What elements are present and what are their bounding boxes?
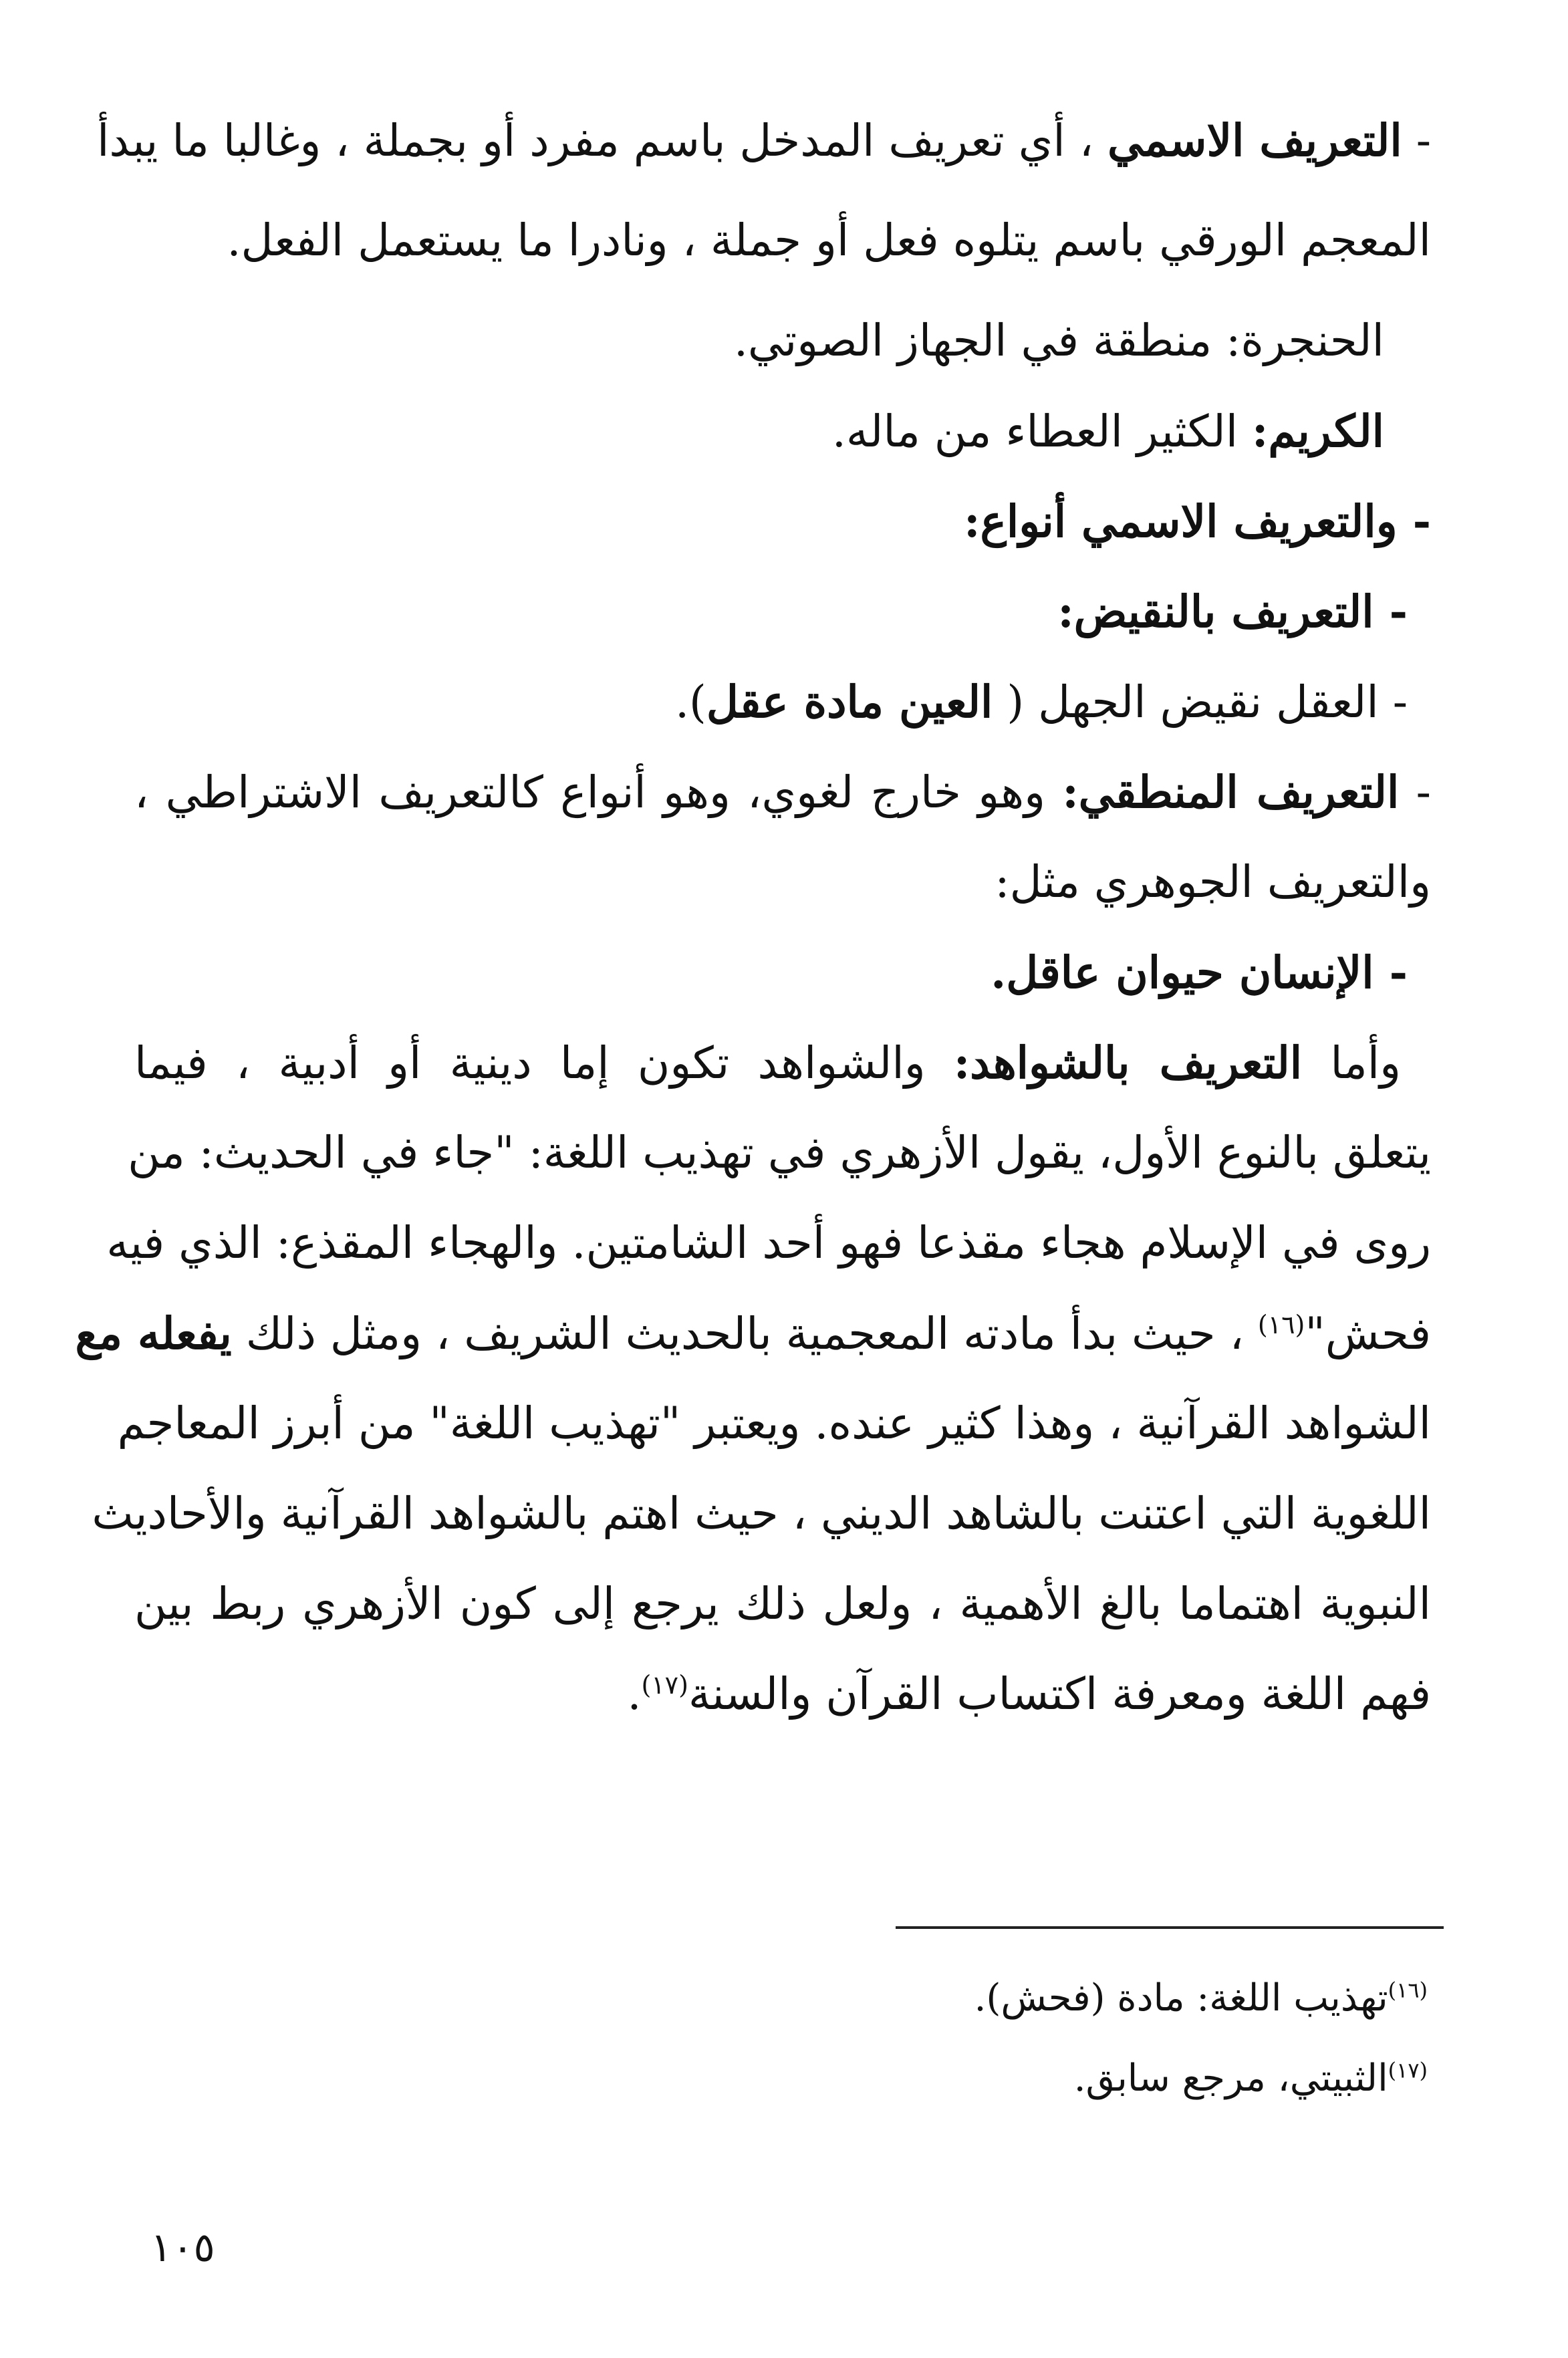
paragraph-text: ، حيث بدأ مادته المعجمية بالحديث الشريف ، ومثل ذلك (231, 1308, 1258, 1359)
paragraph-text: والشواهد تكون إما دينية أو أدبية ، فيما (134, 1037, 954, 1089)
nominal-types-heading (134, 478, 1431, 565)
witness-paragraph-line-3: روى في الإسلام هجاء مقذعا فهو أحد الشامتين. والهجاء المقذع: الذي فيه (106, 1217, 1431, 1269)
term-logical-definition: التعريف المنطقي: (1062, 766, 1400, 818)
footnote-text: تهذيب اللغة: مادة (فحش). (974, 1976, 1388, 2020)
term-generous: الكريم: (1252, 405, 1384, 457)
example-text: الكثير العطاء من ماله. (831, 406, 1253, 457)
paragraph-text: . (627, 1668, 642, 1720)
paragraph-text: فهم اللغة ومعرفة اكتساب القرآن والسنة (688, 1668, 1431, 1720)
term-witness-definition: التعريف بالشواهد: (953, 1037, 1303, 1089)
witness-paragraph-line-5: الشواهد القرآنية ، وهذا كثير عنده. ويعتبر "تهذيب اللغة" من أبرز المعاجم (117, 1398, 1431, 1449)
paragraph-text: فحش" (1305, 1308, 1431, 1359)
definition-text: ، أي تعريف المدخل باسم مفرد أو بجملة ، وغالبا ما يبدأ (97, 115, 1107, 166)
heading-text: التعريف بالنقيض: (1057, 585, 1374, 638)
logical-definition-line-2: والتعريف الجوهري مثل: (995, 856, 1431, 908)
witness-paragraph-line-2: يتعلق بالنوع الأول، يقول الأزهري في تهذيب اللغة: "جاء في الحديث: من (128, 1127, 1431, 1178)
witness-paragraph-line-4 (75, 1290, 1431, 1377)
footnote-ref-16: (١٦) (1257, 1310, 1305, 1339)
definition-text: وهو خارج لغوي، وهو أنواع كالتعريف الاشتراطي ، (134, 767, 1063, 818)
example-generous (88, 388, 1384, 475)
list-marker: - (1374, 585, 1408, 638)
footnote-number: (١٦) (1388, 1977, 1428, 2003)
example-mind (111, 658, 1408, 745)
page-number: ١٠٥ (150, 2224, 215, 2271)
witness-paragraph-line-8 (134, 1651, 1431, 1738)
antonym-definition-heading (111, 568, 1408, 655)
example-tail: ). (675, 676, 706, 728)
witness-paragraph-line-6: اللغوية التي اعتنت بالشاهد الديني ، حيث اهتم بالشواهد القرآنية والأحاديث (92, 1488, 1431, 1539)
list-marker: - (1374, 946, 1408, 999)
footnote-17 (425, 2045, 1428, 2112)
list-marker: - (1397, 495, 1431, 547)
footnote-text: الثبيتي، مرجع سابق. (1073, 2057, 1388, 2100)
paragraph-bold-text: يفعله مع (75, 1307, 232, 1359)
footnote-number: (١٧) (1388, 2057, 1428, 2083)
footnote-ref-17: (١٧) (641, 1670, 688, 1700)
list-marker: - (1402, 115, 1431, 166)
definition-nominal-line-1 (97, 97, 1431, 184)
definition-nominal-line-2: المعجم الورقي باسم يتلوه فعل أو جملة ، ونادرا ما يستعمل الفعل. (227, 215, 1431, 266)
list-marker: - (1378, 676, 1408, 728)
logical-definition-line-1 (134, 749, 1431, 835)
example-text: العقل نقيض الجهل ( (993, 676, 1379, 728)
footnote-separator (896, 1926, 1444, 1929)
list-marker: - (1399, 767, 1431, 818)
footnote-16 (425, 1965, 1428, 2032)
example-human (111, 929, 1408, 1016)
example-larynx: الحنجرة: منطقة في الجهاز الصوتي. (733, 315, 1384, 366)
witness-paragraph-line-1 (134, 1019, 1401, 1106)
witness-paragraph-line-7: النبوية اهتماما بالغ الأهمية ، ولعل ذلك يرجع إلى كون الأزهري ربط بين (134, 1578, 1431, 1629)
term-nominal-definition: التعريف الاسمي (1107, 114, 1402, 166)
example-text: الإنسان حيوان عاقل. (991, 946, 1374, 999)
paragraph-lead: وأما (1302, 1037, 1401, 1089)
example-source: العين مادة عقل (706, 676, 993, 728)
heading-text: والتعريف الاسمي أنواع: (964, 495, 1398, 547)
